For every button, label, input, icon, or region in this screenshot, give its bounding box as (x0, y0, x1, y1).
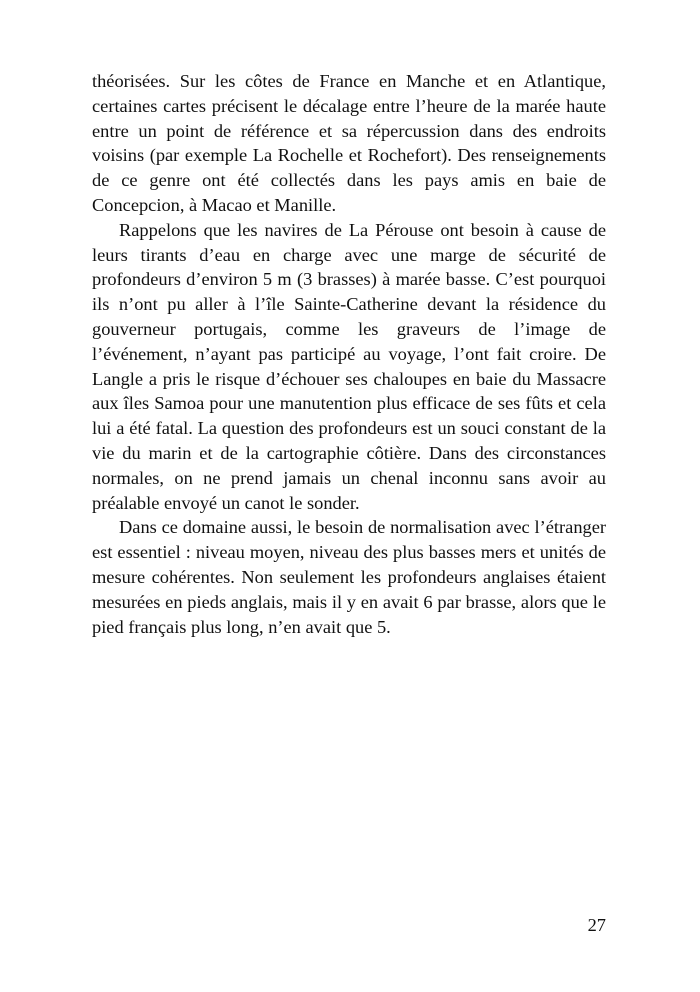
body-text (92, 69, 606, 639)
paragraph-continuation: théorisées. Sur les côtes de France en Manche et en Atlantique, certaines cartes précisent le décalage entre l’heure de la marée haute entre un point de référence et sa répercussion dans des endroits voisins (par exemple La Rochelle et Rochefort). Des renseignements de ce genre ont été collectés dans les pays amis en baie de Concepcion, à Macao et Manille. (92, 71, 606, 215)
page-number: 27 (587, 915, 606, 935)
paragraph-la-perouse-depths: Rappelons que les navires de La Pérouse ont besoin à cause de leurs tirants d’eau en charge avec une marge de sécurité de profondeurs d’environ 5 m (3 brasses) à marée basse. C’est pourquoi ils n’ont pu aller à l’île Sainte-Catherine devant la résidence du gouverneur portugais, comme les graveurs de l’image de l’événement, n’ayant pas participé au voyage, l’ont fait croire. De Langle a pris le risque d’échouer ses chaloupes en baie du Massacre aux îles Samoa pour une manutention plus efficace de ses fûts et cela lui a été fatal. La question des profondeurs est un souci constant de la vie du marin et de la cartographie côtière. Dans des circonstances normales, on ne prend jamais un chenal inconnu sans avoir au préalable envoyé un canot le sonder. (92, 219, 606, 513)
paragraph-normalisation: Dans ce domaine aussi, le besoin de normalisation avec l’étranger est essentiel : niveau moyen, niveau des plus basses mers et unités de mesure cohérentes. Non seulement les profondeurs anglaises étaient mesurées en pieds anglais, mais il y en avait 6 par brasse, alors que le pied français plus long, n’en avait que 5. (92, 517, 606, 637)
